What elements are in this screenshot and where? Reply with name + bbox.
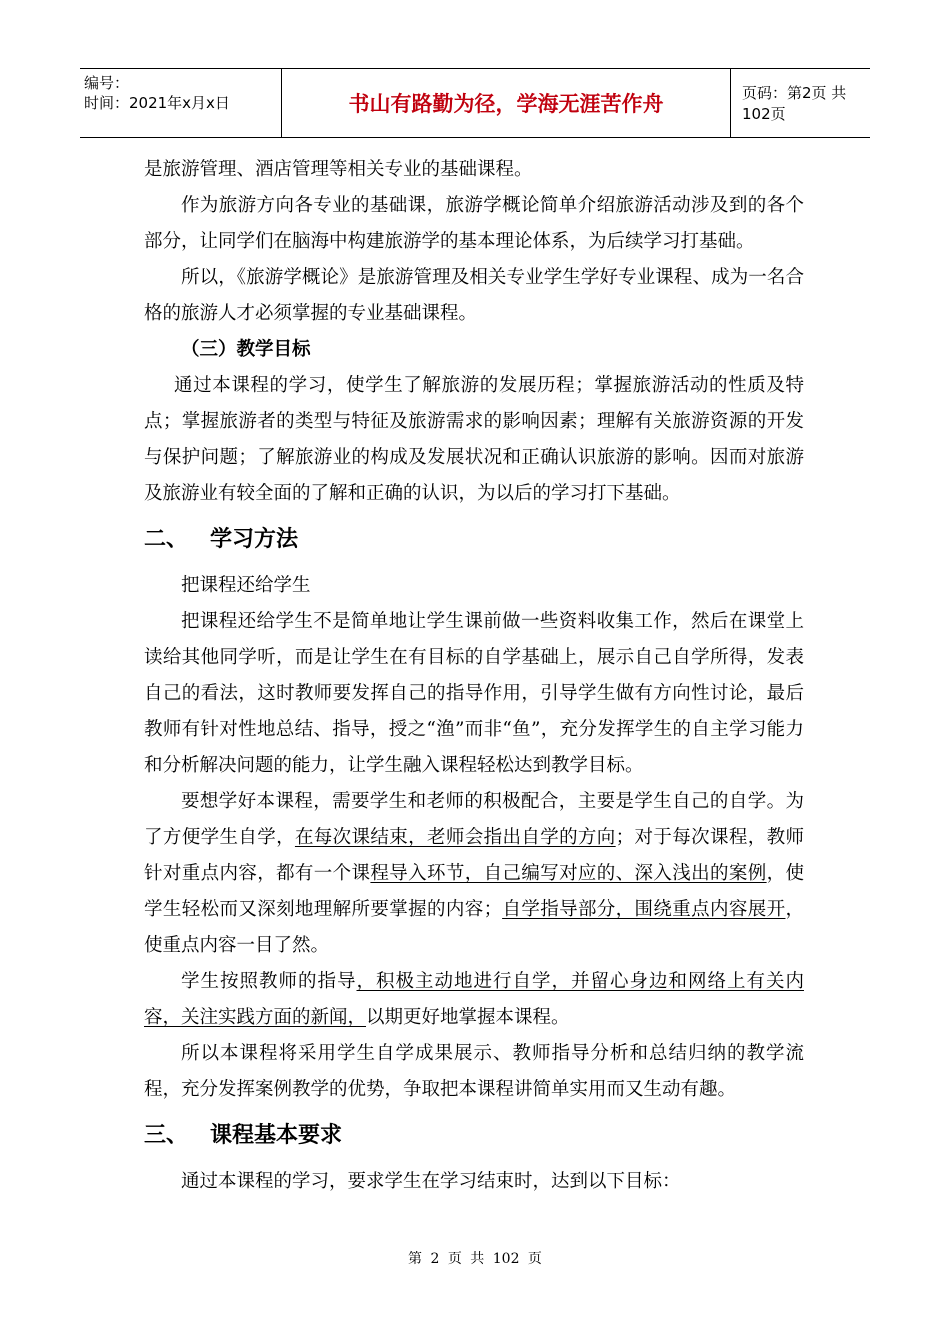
section-heading <box>144 522 804 558</box>
code-label: 编号： <box>84 74 130 92</box>
page-header <box>80 68 870 138</box>
paragraph: 把课程还给学生 <box>181 575 311 596</box>
subsection-heading: （三）教学目标 <box>181 339 311 360</box>
header-page-info: 页码：第2页 共102页 <box>742 84 847 123</box>
paragraph <box>144 964 804 1036</box>
paragraph: 通过本课程的学习，要求学生在学习结束时，达到以下目标： <box>181 1171 681 1192</box>
header-motto: 书山有路勤为径，学海无涯苦作舟 <box>282 69 731 137</box>
paragraph: 作为旅游方向各专业的基础课，旅游学概论简单介绍旅游活动涉及到的各个部分，让同学们在脑海中构建旅游学的基本理论体系，为后续学习打基础。 <box>144 195 804 252</box>
page-footer: 第 2 页 共 102 页 <box>408 1251 542 1267</box>
header-meta <box>80 69 282 137</box>
section-number: 三、 <box>144 1123 189 1148</box>
paragraph: 所以，《旅游学概论》是旅游管理及相关专业学生学好专业课程、成为一名合格的旅游人才必须掌握的专业基础课程。 <box>144 267 804 324</box>
underlined-text: 自学指导部分，围绕重点内容展开 <box>502 899 786 920</box>
text-run: 要想学好本课程，需要学生和老师的积极配合，主要是学生自己的自学。为了方便学生自学， <box>144 791 804 848</box>
text-run: 学生按照教师的指导 <box>181 971 357 992</box>
underlined-text: 在每次课结束，老师会指出自学的方向 <box>294 827 616 848</box>
section-title: 课程基本要求 <box>210 1123 343 1148</box>
text-run: ，使重点内容一目了然。 <box>144 899 804 956</box>
text-run: 以期更好地掌握本课程。 <box>366 1007 570 1028</box>
section-heading <box>144 1118 804 1154</box>
section-number: 二、 <box>144 527 189 552</box>
text-run: ，使学生轻松而又深刻地理解所要掌握的内容； <box>144 863 804 920</box>
time-label: 时间：2021年x月x日 <box>84 94 230 112</box>
section-title: 学习方法 <box>210 527 299 552</box>
paragraph: 把课程还给学生不是简单地让学生课前做一些资料收集工作，然后在课堂上读给其他同学听，而是让学生在有目标的自学基础上，展示自己自学所得，发表自己的看法，这时教师要发挥自己的指导作用，引导学生做有方向性讨论，最后教师有针对性地总结、指导，授之“渔”而非“鱼”，充分发挥学生的自主学习能力和分析解决问题的能力，让学生融入课程轻松达到教学目标。 <box>144 611 804 776</box>
text-run: ；对于每次课程，教师针对重点内容，都有一个课 <box>144 827 804 884</box>
paragraph: 所以本课程将采用学生自学成果展示、教师指导分析和总结归纳的教学流程，充分发挥案例教学的优势，争取把本课程讲简单实用而又生动有趣。 <box>144 1043 804 1100</box>
paragraph <box>144 784 804 964</box>
underlined-text: ，积极主动地进行自学，并留心身边和网络上有关内容，关注实践方面的新闻， <box>144 971 804 1028</box>
paragraph: 通过本课程的学习，使学生了解旅游的发展历程；掌握旅游活动的性质及特点；掌握旅游者的类型与特征及旅游需求的影响因素；理解有关旅游资源的开发与保护问题；了解旅游业的构成及发展状况和正确认识旅游的影响。因而对旅游及旅游业有较全面的了解和正确的认识，为以后的学习打下基础。 <box>144 375 804 504</box>
document-body <box>144 152 804 1200</box>
paragraph: 是旅游管理、酒店管理等相关专业的基础课程。 <box>144 159 533 180</box>
underlined-text: 程导入环节，自己编写对应的、深入浅出的案例 <box>370 863 767 884</box>
